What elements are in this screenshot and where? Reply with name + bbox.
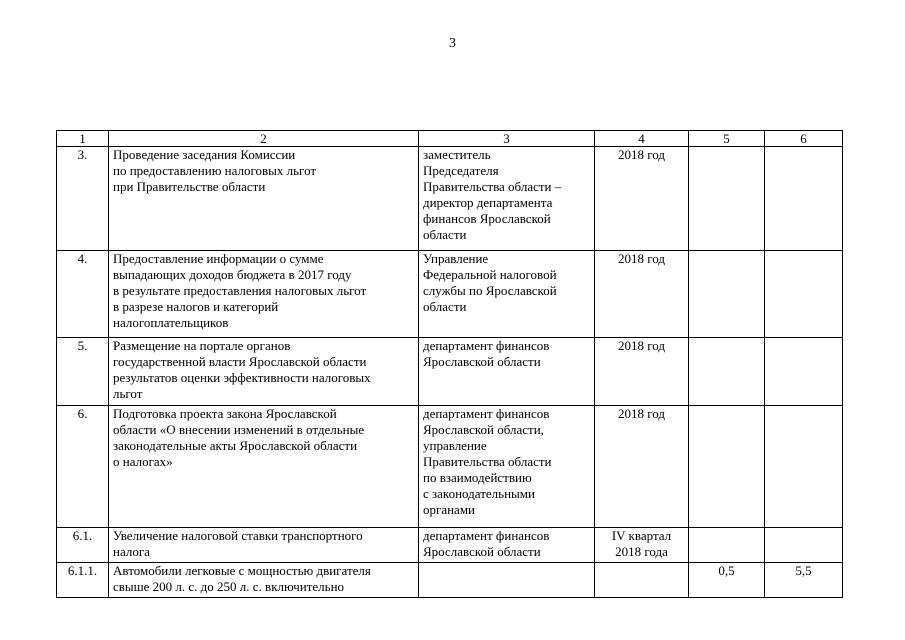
responsible-cell: департамент финансов Ярославской области (419, 338, 595, 406)
table-row (57, 563, 843, 598)
responsible-cell: Управление Федеральной налоговой службы по Ярославской области (419, 251, 595, 338)
row-number: 3. (57, 147, 109, 251)
col5-cell (689, 528, 765, 563)
col5-cell (689, 251, 765, 338)
row-number: 6.1. (57, 528, 109, 563)
row-number: 4. (57, 251, 109, 338)
table-header-row (57, 131, 843, 147)
col5-cell: 0,5 (689, 563, 765, 598)
col5-cell (689, 147, 765, 251)
period-cell: 2018 год (595, 251, 689, 338)
col5-cell (689, 406, 765, 528)
event-cell: Проведение заседания Комиссии по предоставлению налоговых льгот при Правительстве области (109, 147, 419, 251)
col6-cell (765, 251, 843, 338)
event-cell: Увеличение налоговой ставки транспортного налога (109, 528, 419, 563)
action-plan-table (56, 130, 843, 598)
table-row (57, 147, 843, 251)
row-number: 6.1.1. (57, 563, 109, 598)
page-number: 3 (449, 36, 456, 51)
period-cell: 2018 год (595, 338, 689, 406)
row-number: 6. (57, 406, 109, 528)
responsible-cell: заместитель Председателя Правительства области – директор департамента финансов Ярославской области (419, 147, 595, 251)
col6-cell: 5,5 (765, 563, 843, 598)
col6-cell (765, 406, 843, 528)
row-number: 5. (57, 338, 109, 406)
col6-cell (765, 528, 843, 563)
header-cell: 3 (419, 131, 595, 147)
event-cell: Автомобили легковые с мощностью двигателя свыше 200 л. с. до 250 л. с. включительно (109, 563, 419, 598)
table-row (57, 251, 843, 338)
header-cell: 2 (109, 131, 419, 147)
event-cell: Предоставление информации о сумме выпадающих доходов бюджета в 2017 году в результате предоставления налоговых льгот в разрезе налогов и категорий налогоплательщиков (109, 251, 419, 338)
header-cell: 6 (765, 131, 843, 147)
col6-cell (765, 147, 843, 251)
table-row (57, 528, 843, 563)
col6-cell (765, 338, 843, 406)
period-cell (595, 563, 689, 598)
period-cell: 2018 год (595, 147, 689, 251)
header-cell: 1 (57, 131, 109, 147)
table-row (57, 406, 843, 528)
col5-cell (689, 338, 765, 406)
table-row (57, 338, 843, 406)
responsible-cell: департамент финансов Ярославской области, управление Правительства области по взаимодействию с законодательными органами (419, 406, 595, 528)
event-cell: Размещение на портале органов государственной власти Ярославской области результатов оценки эффективности налоговых льгот (109, 338, 419, 406)
period-cell: 2018 год (595, 406, 689, 528)
header-cell: 5 (689, 131, 765, 147)
period-cell: IV квартал 2018 года (595, 528, 689, 563)
responsible-cell: департамент финансов Ярославской области (419, 528, 595, 563)
event-cell: Подготовка проекта закона Ярославской области «О внесении изменений в отдельные законодательные акты Ярославской области о налогах» (109, 406, 419, 528)
responsible-cell (419, 563, 595, 598)
header-cell: 4 (595, 131, 689, 147)
